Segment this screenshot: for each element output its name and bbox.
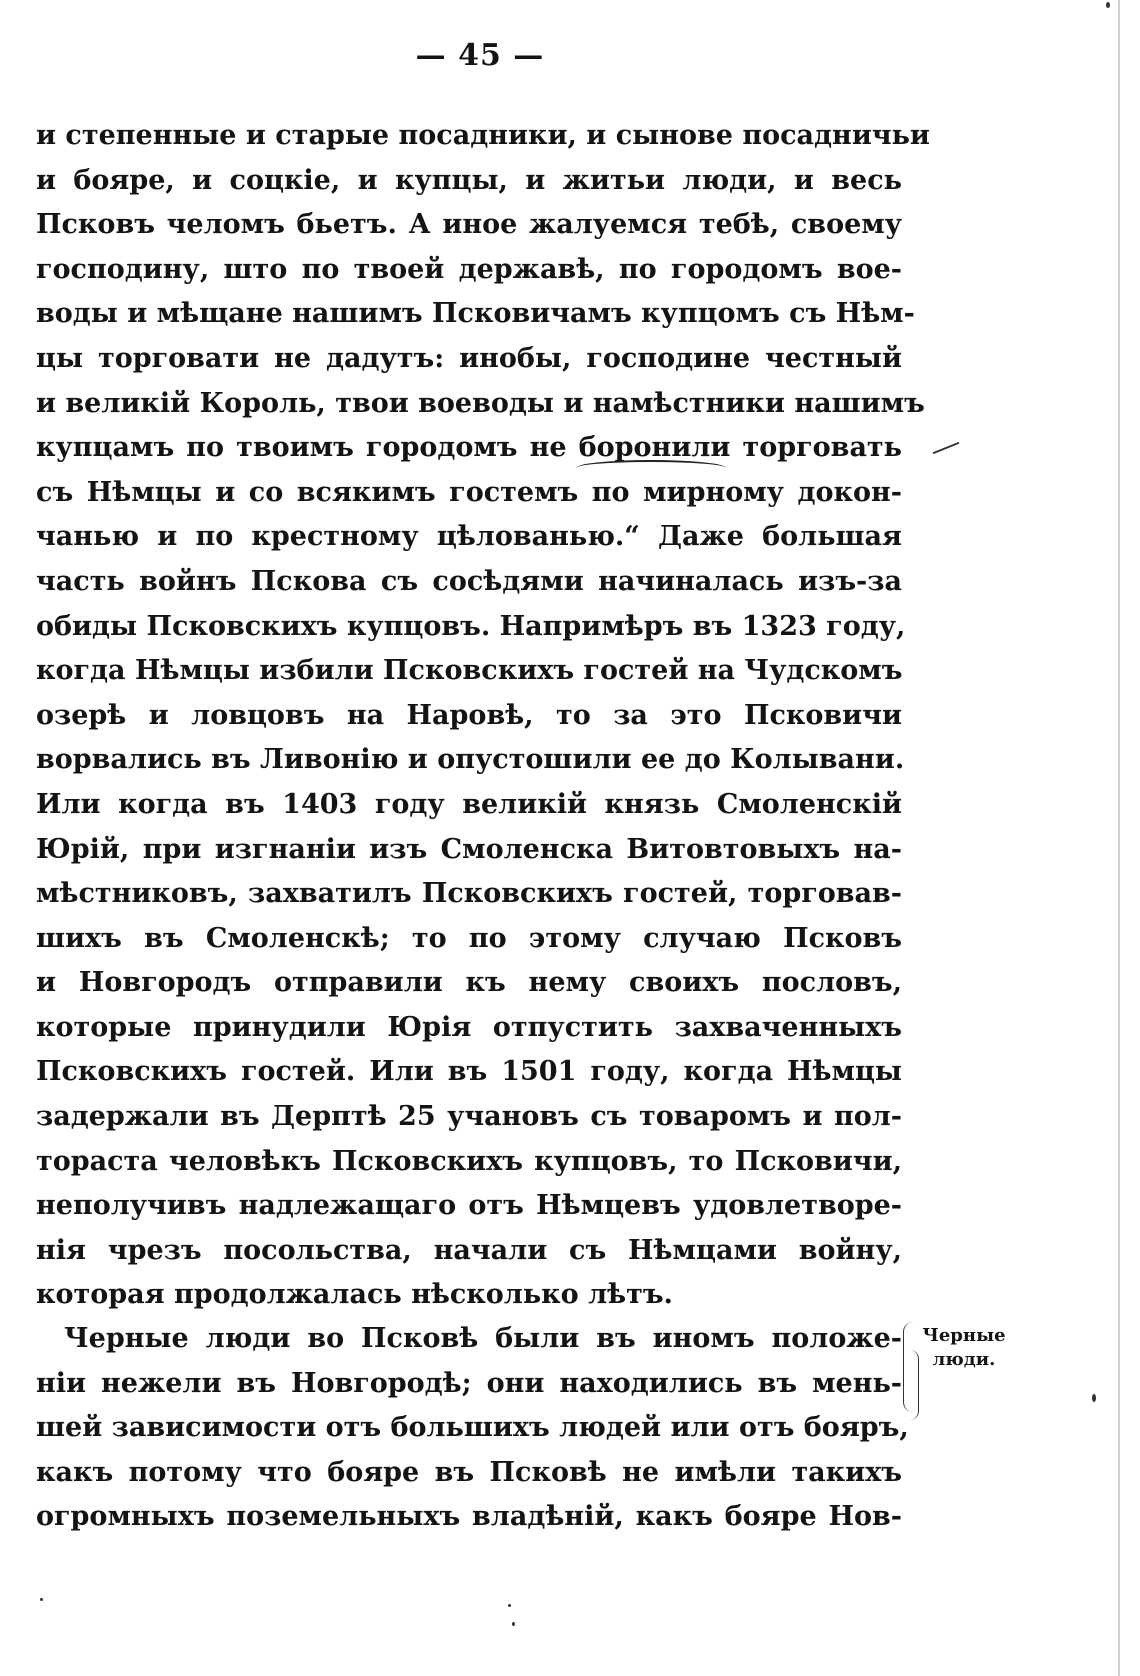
text-line: задержали въ Дерптѣ 25 учановъ съ товаромъ и пол-	[36, 1101, 902, 1133]
text-line: тораста человѣкъ Псковскихъ купцовъ, то Псковичи,	[36, 1145, 902, 1177]
text-line: Или когда въ 1403 году великій князь Смоленскій	[36, 788, 902, 820]
text-line: и бояре, и соцкіе, и купцы, и житьи люди, и весь	[36, 164, 902, 196]
pencil-underline-mark	[576, 460, 726, 476]
paper-speck	[40, 1598, 43, 1601]
text-line: шихъ въ Смоленскѣ; то по этому случаю Псковъ	[36, 922, 902, 954]
text-line: ніи нежели въ Новгородѣ; они находились въ мень-	[36, 1367, 902, 1399]
text-line: шей зависимости отъ большихъ людей или отъ бояръ,	[36, 1412, 909, 1444]
text-line: купцамъ по твоимъ городомъ не боронили торговать	[36, 432, 902, 464]
paper-speck	[512, 1622, 515, 1626]
paper-speck	[1092, 1394, 1096, 1402]
text-line: часть войнъ Пскова съ сосѣдями начиналась изъ-за	[36, 565, 902, 597]
text-line: мѣстниковъ, захватилъ Псковскихъ гостей, торговав-	[36, 878, 902, 910]
margin-note-line: люди.	[932, 1349, 996, 1370]
page-number: — 45 —	[415, 38, 545, 73]
text-line: чанью и по крестному цѣлованью.“ Даже большая	[36, 521, 902, 553]
text-line: которая продолжалась нѣсколько лѣтъ.	[36, 1279, 673, 1311]
margin-note	[918, 1324, 1010, 1372]
text-line: озерѣ и ловцовъ на Наровѣ, то за это Псковичи	[36, 699, 902, 731]
text-line: огромныхъ поземельныхъ владѣній, какъ бояре Нов-	[36, 1501, 902, 1533]
paragraph-2	[36, 1317, 909, 1540]
paper-speck	[508, 1604, 511, 1607]
text-line: и Новгородъ отправили къ нему своихъ пословъ,	[36, 967, 902, 999]
text-line: цы торговати не дадутъ: инобы, господине честный	[36, 342, 902, 374]
text-line: неполучивъ надлежащаго отъ Нѣмцевъ удовлетворе-	[36, 1190, 902, 1222]
text-line: и великій Король, твои воеводы и намѣстники нашимъ	[36, 387, 925, 419]
text-line: какъ потому что бояре въ Псковѣ не имѣли такихъ	[36, 1456, 902, 1488]
text-line: ворвались въ Ливонію и опустошили ее до Колывани.	[36, 744, 905, 776]
text-line: съ Нѣмцы и со всякимъ гостемъ по мирному докон-	[36, 476, 902, 508]
paper-speck	[1106, 2, 1110, 8]
text-line: которые принудили Юрія отпустить захваченныхъ	[36, 1011, 902, 1043]
text-line: Черные люди во Псковѣ были въ иномъ положе-	[64, 1323, 902, 1354]
text-line: Псковскихъ гостей. Или въ 1501 году, когда Нѣмцы	[36, 1056, 902, 1088]
text-line: и степенные и старые посадники, и сынове посадничьи	[36, 120, 930, 151]
margin-note-line: Черные	[922, 1325, 1006, 1346]
text-line: Псковъ челомъ бьетъ. А иное жалуемся тебѣ, своему	[36, 209, 902, 241]
text-line: нія чрезъ посольства, начали съ Нѣмцами войну,	[36, 1234, 902, 1266]
paragraph-1	[36, 114, 930, 1318]
pencil-margin-mark	[933, 442, 960, 454]
text-line: воды и мѣщане нашимъ Псковичамъ купцомъ съ Нѣм-	[36, 298, 915, 330]
text-line: обиды Псковскихъ купцовъ. Напримѣръ въ 1323 году,	[36, 610, 906, 642]
text-line: господину, што по твоей державѣ, по городомъ вое-	[36, 253, 902, 285]
page-edge	[1118, 0, 1120, 1676]
text-line: Юрій, при изгнаніи изъ Смоленска Витовтовыхъ на-	[36, 833, 902, 865]
text-line: когда Нѣмцы избили Псковскихъ гостей на Чудскомъ	[36, 655, 903, 687]
